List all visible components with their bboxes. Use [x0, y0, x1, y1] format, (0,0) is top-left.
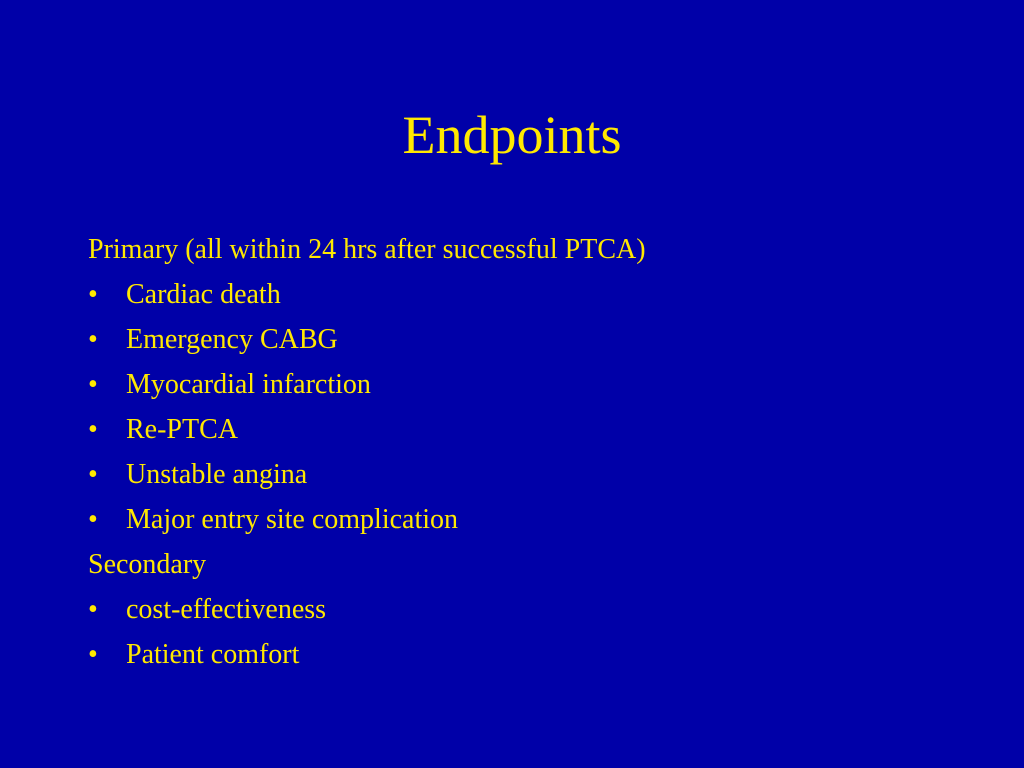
- bullet-icon: •: [88, 279, 98, 310]
- slide-title: Endpoints: [402, 105, 622, 165]
- bullet-item: [88, 587, 968, 632]
- bullet-text: Emergency CABG: [126, 324, 338, 355]
- bullet-item: [88, 317, 968, 362]
- bullet-icon: •: [88, 594, 98, 625]
- bullet-icon: •: [88, 639, 98, 670]
- bullet-text: Re-PTCA: [126, 414, 238, 445]
- bullet-item: [88, 362, 968, 407]
- bullet-icon: •: [88, 459, 98, 490]
- bullet-icon: •: [88, 504, 98, 535]
- bullet-text: cost-effectiveness: [126, 594, 327, 625]
- section-heading-primary: Primary (all within 24 hrs after successful PTCA): [88, 234, 646, 265]
- bullet-text: Patient comfort: [126, 639, 300, 670]
- slide-content: [88, 227, 968, 677]
- bullet-item: [88, 272, 968, 317]
- bullet-icon: •: [88, 369, 98, 400]
- section-heading-secondary: Secondary: [88, 549, 207, 580]
- bullet-item: [88, 452, 968, 497]
- bullet-icon: •: [88, 324, 98, 355]
- bullet-item: [88, 407, 968, 452]
- bullet-text: Myocardial infarction: [126, 369, 371, 400]
- bullet-item: [88, 497, 968, 542]
- bullet-text: Cardiac death: [126, 279, 281, 310]
- bullet-text: Major entry site complication: [126, 504, 459, 535]
- bullet-icon: •: [88, 414, 98, 445]
- bullet-text: Unstable angina: [126, 459, 308, 490]
- bullet-item: [88, 632, 968, 677]
